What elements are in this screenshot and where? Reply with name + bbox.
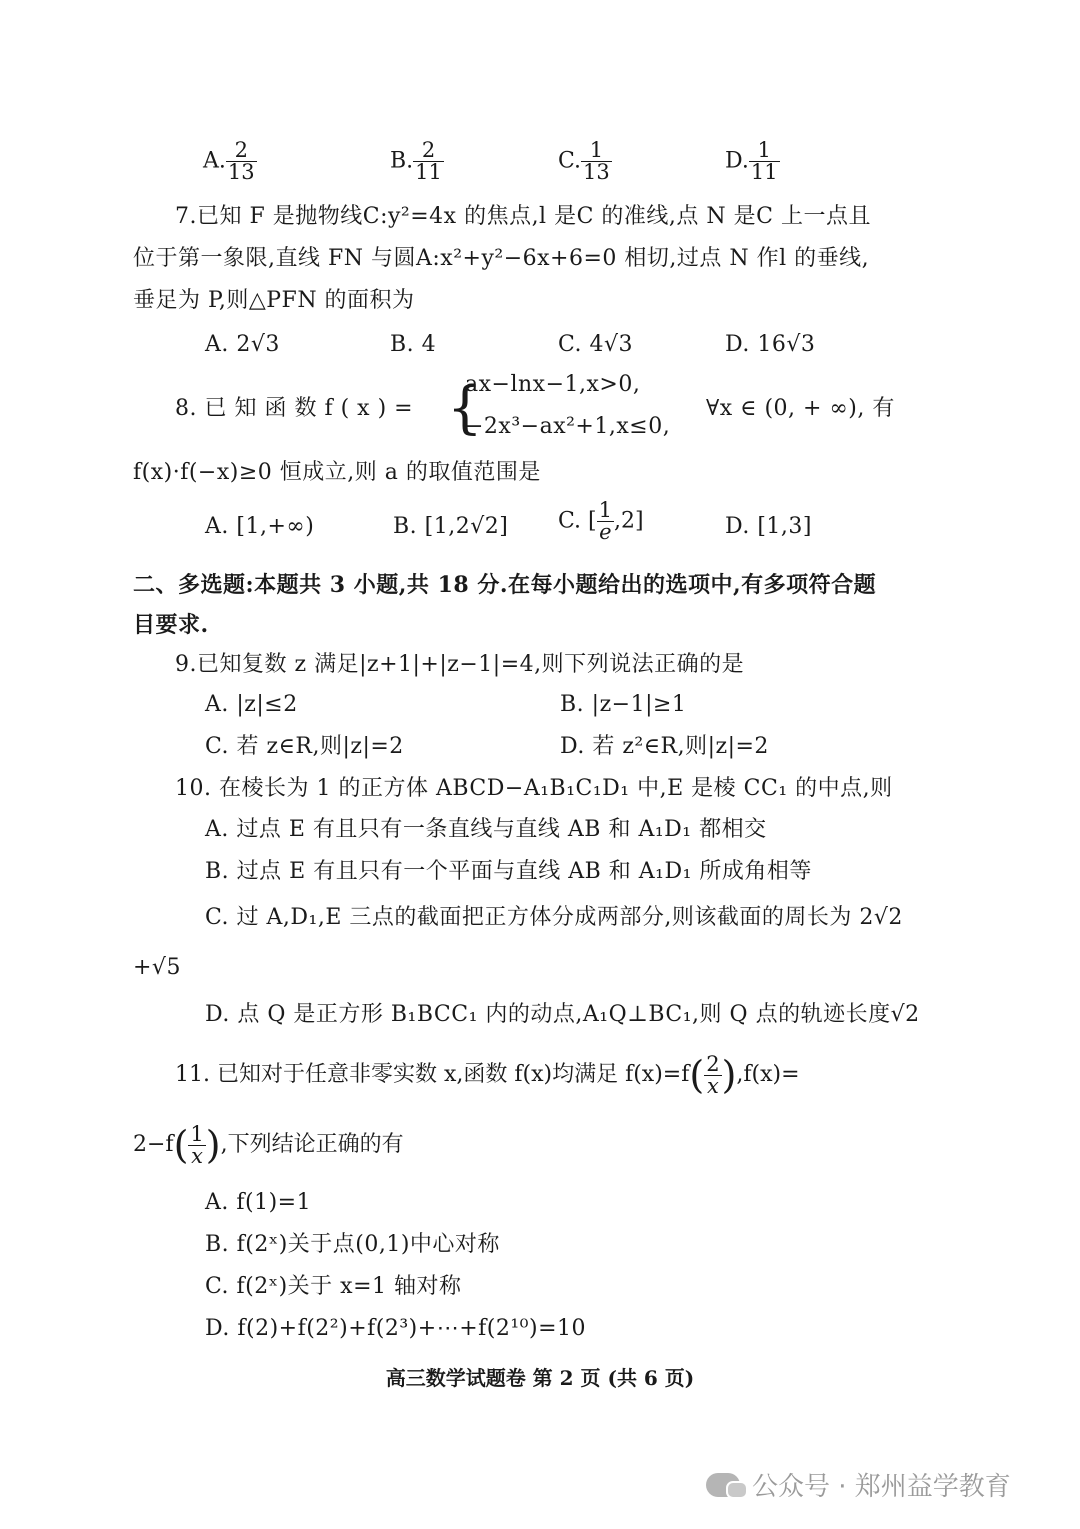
q11-option-c: C. f(2ˣ)关于 x=1 轴对称 bbox=[205, 1274, 462, 1299]
q9-option-a: A. |z|≤2 bbox=[205, 692, 298, 717]
q8-option-d: D. [1,3] bbox=[725, 514, 812, 539]
q6-option-d: D. $\frac{1}{11}$ bbox=[725, 138, 778, 184]
q11-stem-line1: 11. 已知对于任意非零实数 x,函数 f(x)均满足 f(x)=f( $\frac{2}{x}$ ),f(x)= bbox=[175, 1051, 800, 1098]
q7-option-c: C. 4√3 bbox=[558, 332, 634, 357]
q11-option-d: D. f(2)+f(2²)+f(2³)+⋯+f(2¹⁰)=10 bbox=[205, 1316, 587, 1341]
q6-option-b: B. $\frac{2}{11}$ bbox=[390, 138, 442, 184]
q6-option-c: C. $\frac{1}{13}$ bbox=[558, 138, 610, 184]
q8-option-b: B. [1,2√2] bbox=[393, 514, 509, 539]
q8-stem-lead: 8. 已 知 函 数 f ( x ) = bbox=[175, 396, 414, 421]
watermark-text: 公众号 · 郑州益学教育 bbox=[752, 1472, 1011, 1502]
q7-option-b: B. 4 bbox=[390, 332, 437, 357]
q8-option-c: C. [ $\frac{1}{e}$ ,2] bbox=[558, 498, 644, 544]
q11-option-a: A. f(1)=1 bbox=[205, 1190, 312, 1215]
wechat-icon bbox=[706, 1473, 740, 1497]
q9-option-c: C. 若 z∈R,则|z|=2 bbox=[205, 734, 404, 759]
q10-option-a: A. 过点 E 有且只有一条直线与直线 AB 和 A₁D₁ 都相交 bbox=[205, 817, 767, 842]
q8-option-a: A. [1,+∞) bbox=[205, 514, 315, 539]
q9-stem: 9.已知复数 z 满足|z+1|+|z−1|=4,则下列说法正确的是 bbox=[175, 652, 745, 677]
q7-stem-line2: 位于第一象限,直线 FN 与圆A:x²+y²−6x+6=0 相切,过点 N 作l 的垂线, bbox=[133, 246, 870, 271]
q7-option-d: D. 16√3 bbox=[725, 332, 816, 357]
page-footer: 高三数学试题卷 第 2 页 (共 6 页) bbox=[385, 1366, 695, 1390]
watermark bbox=[706, 1466, 1011, 1503]
q8-stem-tail: ∀x ∈ (0, + ∞), 有 bbox=[706, 396, 895, 421]
q6-option-a: A. $\frac{2}{13}$ bbox=[203, 138, 255, 184]
q9-option-b: B. |z−1|≥1 bbox=[560, 692, 687, 717]
section2-heading-line1: 二、多选题:本题共 3 小题,共 18 分.在每小题给出的选项中,有多项符合题 bbox=[133, 572, 877, 598]
q10-option-c-line2: +√5 bbox=[133, 955, 181, 980]
q10-stem: 10. 在棱长为 1 的正方体 ABCD−A₁B₁C₁D₁ 中,E 是棱 CC₁ 的中点,则 bbox=[175, 776, 893, 801]
q8-case2: −2x³−ax²+1,x≤0, bbox=[465, 414, 671, 439]
section2-heading-line2: 目要求. bbox=[133, 612, 209, 638]
q7-stem-line3: 垂足为 P,则△PFN 的面积为 bbox=[133, 288, 415, 313]
q8-brace: { bbox=[447, 376, 483, 441]
q11-stem-line2: 2−f( $\frac{1}{x}$ ),下列结论正确的有 bbox=[133, 1121, 404, 1168]
q8-case1: ax−lnx−1,x>0, bbox=[465, 372, 641, 397]
q10-option-c-line1: C. 过 A,D₁,E 三点的截面把正方体分成两部分,则该截面的周长为 2√2 bbox=[205, 905, 903, 930]
q9-option-d: D. 若 z²∈R,则|z|=2 bbox=[560, 734, 769, 759]
q10-option-d: D. 点 Q 是正方形 B₁BCC₁ 内的动点,A₁Q⊥BC₁,则 Q 点的轨迹长度√2 bbox=[205, 1002, 920, 1027]
q7-stem-line1: 7.已知 F 是抛物线C:y²=4x 的焦点,l 是C 的准线,点 N 是C 上一点且 bbox=[175, 204, 871, 229]
q8-stem-line2: f(x)·f(−x)≥0 恒成立,则 a 的取值范围是 bbox=[133, 460, 541, 485]
q7-option-a: A. 2√3 bbox=[205, 332, 280, 357]
q10-option-b: B. 过点 E 有且只有一个平面与直线 AB 和 A₁D₁ 所成角相等 bbox=[205, 859, 812, 884]
q11-option-b: B. f(2ˣ)关于点(0,1)中心对称 bbox=[205, 1232, 500, 1257]
